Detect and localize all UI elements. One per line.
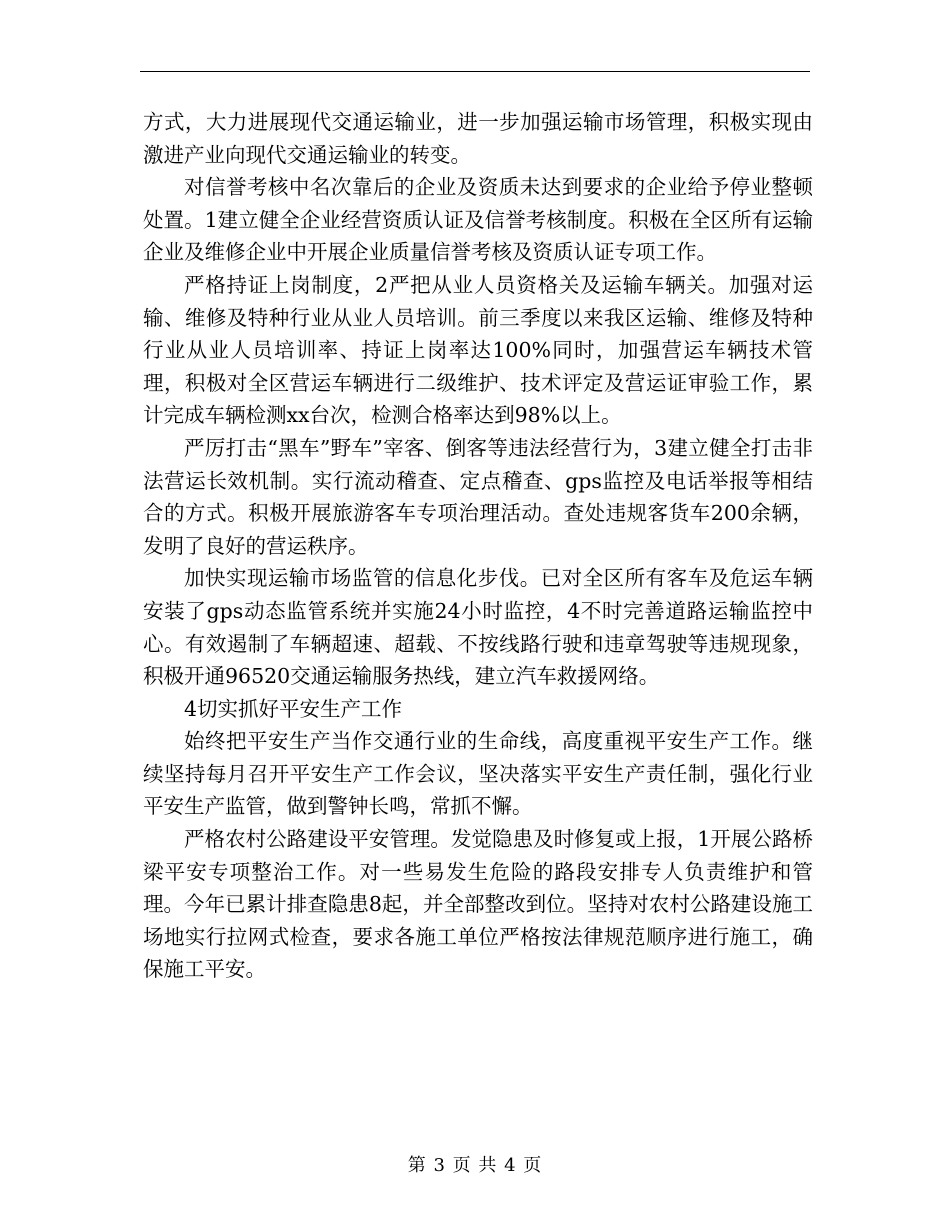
paragraph-certification: 严格持证上岗制度，2严把从业人员资格关及运输车辆关。加强对运输、维修及特种行业从业人员培训。前三季度以来我区运输、维修及特种行业从业人员培训率、持证上岗率达100%同时，加强营运车辆技术管理，积极对全区营运车辆进行二级维护、技术评定及营运证审验工作，累计完成车辆检测xx台次，检测合格率达到98%以上。 bbox=[143, 272, 813, 428]
header-divider bbox=[140, 71, 810, 72]
paragraph-continuation: 方式，大力进展现代交通运输业，进一步加强运输市场管理，积极实现由激进产业向现代交通运输业的转变。 bbox=[143, 110, 813, 167]
paragraph-rural-roads: 严格农村公路建设平安管理。发觉隐患及时修复或上报，1开展公路桥梁平安专项整治工作。对一些易发生危险的路段安排专人负责维护和管理。今年已累计排查隐患8起，并全部整改到位。坚持对农村公路建设施工场地实行拉网式检查，要求各施工单位严格按法律规范顺序进行施工，确保施工平安。 bbox=[143, 827, 813, 982]
paragraph-informatization: 加快实现运输市场监管的信息化步伐。已对全区所有客车及危运车辆安装了gps动态监管系统并实施24小时监控，4不时完善道路运输监控中心。有效遏制了车辆超速、超载、不按线路行驶和违章驾驶等违规现象，积极开通96520交通运输服务热线，建立汽车救援网络。 bbox=[143, 566, 813, 689]
section-heading-safety: 4切实抓好平安生产工作 bbox=[184, 696, 403, 721]
paragraph-credit-assessment: 对信誉考核中名次靠后的企业及资质未达到要求的企业给予停业整顿处置。1建立健全企业经营资质认证及信誉考核制度。积极在全区所有运输企业及维修企业中开展企业质量信誉考核及资质认证专项工作。 bbox=[143, 175, 813, 265]
page-number-footer: 第 3 页 共 4 页 bbox=[407, 1155, 543, 1176]
document-body bbox=[143, 106, 813, 986]
paragraph-safety-production: 始终把平安生产当作交通行业的生命线，高度重视平安生产工作。继续坚持每月召开平安生产工作会议，坚决落实平安生产责任制，强化行业平安生产监管，做到警钟长鸣，常抓不懈。 bbox=[143, 729, 813, 819]
paragraph-illegal-operation: 严厉打击“黑车”野车”宰客、倒客等违法经营行为，3建立健全打击非法营运长效机制。实行流动稽查、定点稽查、gps监控及电话举报等相结合的方式。积极开展旅游客车专项治理活动。查处违规客货车200余辆，发明了良好的营运秩序。 bbox=[143, 435, 813, 558]
